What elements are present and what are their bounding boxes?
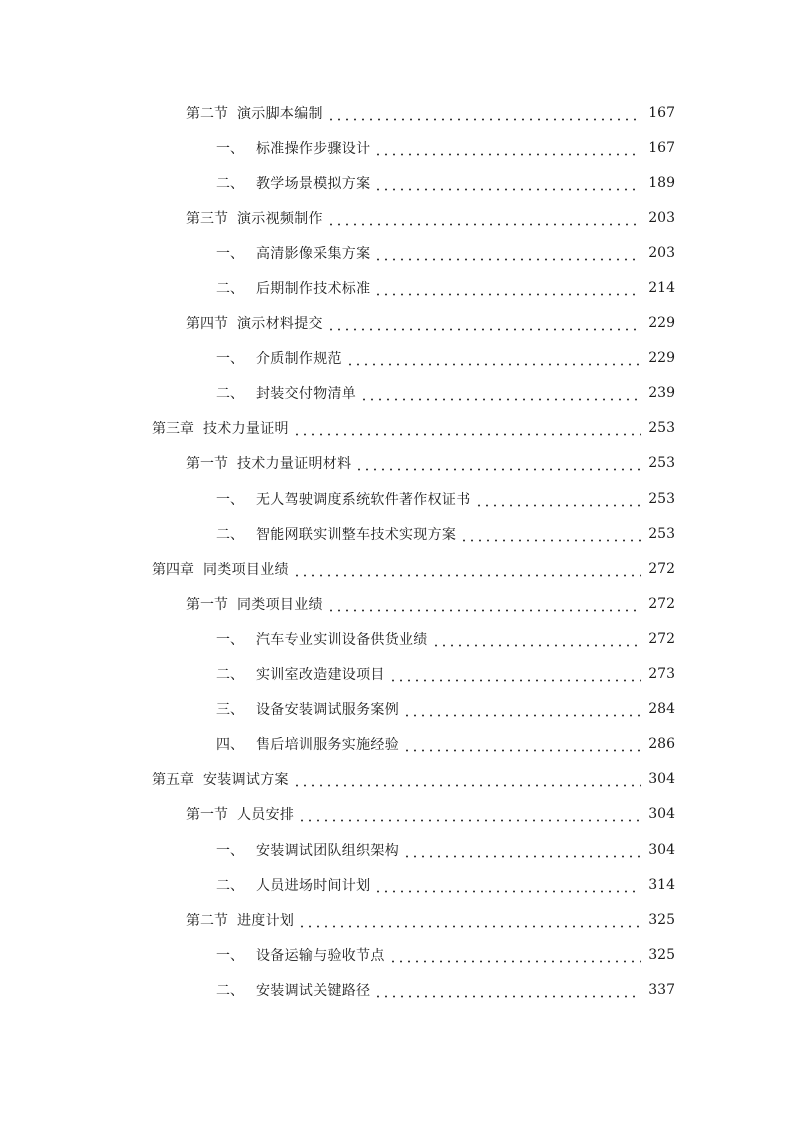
toc-dot-leader xyxy=(360,387,641,401)
toc-entry[interactable] xyxy=(0,797,793,832)
toc-entry-page: 272 xyxy=(648,630,675,647)
toc-dot-leader xyxy=(374,142,641,156)
toc-entry[interactable] xyxy=(0,165,793,200)
toc-entry-title: 进度计划 xyxy=(237,912,295,929)
toc-entry-title: 设备安装调试服务案例 xyxy=(256,702,399,719)
toc-entry-page: 229 xyxy=(648,315,675,332)
toc-entry[interactable] xyxy=(0,832,793,867)
toc-entry-number: 第四章 xyxy=(152,561,194,578)
toc-entry-number: 一、 xyxy=(216,140,244,157)
toc-entry-number: 第四节 xyxy=(186,316,228,333)
toc-entry-page: 272 xyxy=(648,595,675,612)
toc-entry-page: 272 xyxy=(648,560,675,577)
toc-entry-number: 二、 xyxy=(216,877,244,894)
toc-entry-page: 273 xyxy=(648,666,675,683)
toc-entry[interactable] xyxy=(0,481,793,516)
toc-dot-leader xyxy=(389,668,641,682)
toc-entry[interactable] xyxy=(0,411,793,446)
toc-entry-page: 304 xyxy=(648,806,675,823)
table-of-contents xyxy=(0,95,793,1007)
toc-dot-leader xyxy=(327,212,641,226)
toc-dot-leader xyxy=(355,457,641,471)
toc-dot-leader xyxy=(327,317,641,331)
toc-entry-title: 设备运输与验收节点 xyxy=(256,947,385,964)
toc-dot-leader xyxy=(389,949,641,963)
toc-entry-title: 教学场景模拟方案 xyxy=(256,175,371,192)
toc-entry-title: 无人驾驶调度系统软件著作权证书 xyxy=(256,491,471,508)
toc-entry[interactable] xyxy=(0,341,793,376)
toc-entry-number: 第三节 xyxy=(186,210,228,227)
toc-dot-leader xyxy=(327,598,641,612)
toc-entry-number: 第二节 xyxy=(186,912,228,929)
toc-entry-number: 第五章 xyxy=(152,772,194,789)
toc-entry[interactable] xyxy=(0,130,793,165)
toc-entry-title: 安装调试团队组织架构 xyxy=(256,842,399,859)
toc-entry[interactable] xyxy=(0,306,793,341)
toc-entry[interactable] xyxy=(0,270,793,305)
toc-entry[interactable] xyxy=(0,937,793,972)
toc-entry-page: 253 xyxy=(648,455,675,472)
toc-dot-leader xyxy=(403,738,641,752)
toc-entry-title: 后期制作技术标准 xyxy=(256,281,371,298)
toc-entry[interactable] xyxy=(0,376,793,411)
toc-entry-page: 239 xyxy=(648,385,675,402)
toc-entry-page: 167 xyxy=(648,104,675,121)
toc-entry[interactable] xyxy=(0,657,793,692)
toc-entry-page: 314 xyxy=(648,876,675,893)
toc-entry-title: 技术力量证明材料 xyxy=(237,456,352,473)
toc-entry[interactable] xyxy=(0,516,793,551)
toc-entry[interactable] xyxy=(0,586,793,621)
toc-entry[interactable] xyxy=(0,867,793,902)
toc-dot-leader xyxy=(432,633,641,647)
toc-dot-leader xyxy=(298,914,641,928)
toc-entry-number: 四、 xyxy=(216,737,244,754)
toc-entry-title: 封装交付物清单 xyxy=(256,386,357,403)
toc-entry-number: 一、 xyxy=(216,491,244,508)
toc-dot-leader xyxy=(346,352,641,366)
toc-entry-title: 技术力量证明 xyxy=(203,421,289,438)
toc-entry-title: 同类项目业绩 xyxy=(237,596,323,613)
toc-entry[interactable] xyxy=(0,902,793,937)
toc-entry-page: 189 xyxy=(648,174,675,191)
toc-entry-number: 三、 xyxy=(216,702,244,719)
toc-dot-leader xyxy=(327,107,641,121)
toc-entry-number: 二、 xyxy=(216,281,244,298)
toc-entry-title: 介质制作规范 xyxy=(256,351,342,368)
toc-dot-leader xyxy=(293,773,641,787)
toc-dot-leader xyxy=(374,177,641,191)
toc-entry-page: 325 xyxy=(648,946,675,963)
toc-entry[interactable] xyxy=(0,692,793,727)
toc-dot-leader xyxy=(293,422,641,436)
toc-entry-title: 售后培训服务实施经验 xyxy=(256,737,399,754)
toc-dot-leader xyxy=(403,844,641,858)
toc-entry-number: 第一节 xyxy=(186,596,228,613)
toc-entry-title: 高清影像采集方案 xyxy=(256,245,371,262)
toc-entry[interactable] xyxy=(0,972,793,1007)
toc-entry-page: 304 xyxy=(648,841,675,858)
toc-dot-leader xyxy=(374,247,641,261)
toc-entry-number: 二、 xyxy=(216,175,244,192)
toc-entry-number: 二、 xyxy=(216,667,244,684)
toc-dot-leader xyxy=(374,282,641,296)
toc-dot-leader xyxy=(374,984,641,998)
toc-dot-leader xyxy=(374,879,641,893)
toc-entry[interactable] xyxy=(0,446,793,481)
toc-entry-title: 同类项目业绩 xyxy=(203,561,289,578)
toc-entry-page: 304 xyxy=(648,771,675,788)
toc-entry[interactable] xyxy=(0,727,793,762)
toc-dot-leader xyxy=(293,563,641,577)
toc-entry-page: 286 xyxy=(648,736,675,753)
toc-entry-page: 214 xyxy=(648,280,675,297)
toc-entry-title: 智能网联实训整车技术实现方案 xyxy=(256,526,457,543)
toc-entry-title: 汽车专业实训设备供货业绩 xyxy=(256,631,428,648)
toc-entry-title: 实训室改造建设项目 xyxy=(256,667,385,684)
toc-entry-page: 253 xyxy=(648,525,675,542)
toc-entry-page: 203 xyxy=(648,209,675,226)
toc-entry[interactable] xyxy=(0,762,793,797)
toc-entry-number: 一、 xyxy=(216,631,244,648)
toc-entry-page: 229 xyxy=(648,350,675,367)
toc-entry[interactable] xyxy=(0,95,793,130)
toc-entry-number: 第一节 xyxy=(186,456,228,473)
toc-entry-title: 演示材料提交 xyxy=(237,316,323,333)
toc-entry[interactable] xyxy=(0,200,793,235)
toc-entry-number: 二、 xyxy=(216,386,244,403)
toc-entry-title: 演示视频制作 xyxy=(237,210,323,227)
toc-entry-number: 第三章 xyxy=(152,421,194,438)
toc-dot-leader xyxy=(403,703,641,717)
toc-entry-page: 167 xyxy=(648,139,675,156)
toc-dot-leader xyxy=(460,528,641,542)
toc-entry-title: 演示脚本编制 xyxy=(237,105,323,122)
toc-entry-page: 253 xyxy=(648,490,675,507)
toc-entry-title: 标准操作步骤设计 xyxy=(256,140,371,157)
toc-entry-page: 253 xyxy=(648,420,675,437)
toc-entry-title: 安装调试方案 xyxy=(203,772,289,789)
toc-entry-page: 337 xyxy=(648,981,675,998)
toc-entry-page: 284 xyxy=(648,701,675,718)
toc-entry[interactable] xyxy=(0,551,793,586)
toc-entry[interactable] xyxy=(0,235,793,270)
toc-entry-page: 325 xyxy=(648,911,675,928)
toc-entry[interactable] xyxy=(0,621,793,656)
toc-entry-number: 一、 xyxy=(216,245,244,262)
toc-entry-number: 一、 xyxy=(216,947,244,964)
toc-entry-title: 人员安排 xyxy=(237,807,295,824)
toc-entry-page: 203 xyxy=(648,244,675,261)
toc-entry-number: 二、 xyxy=(216,982,244,999)
toc-entry-number: 第二节 xyxy=(186,105,228,122)
toc-entry-number: 第一节 xyxy=(186,807,228,824)
toc-entry-number: 二、 xyxy=(216,526,244,543)
toc-entry-number: 一、 xyxy=(216,351,244,368)
toc-dot-leader xyxy=(475,493,642,507)
toc-entry-title: 安装调试关键路径 xyxy=(256,982,371,999)
toc-entry-title: 人员进场时间计划 xyxy=(256,877,371,894)
toc-dot-leader xyxy=(298,808,641,822)
toc-entry-number: 一、 xyxy=(216,842,244,859)
